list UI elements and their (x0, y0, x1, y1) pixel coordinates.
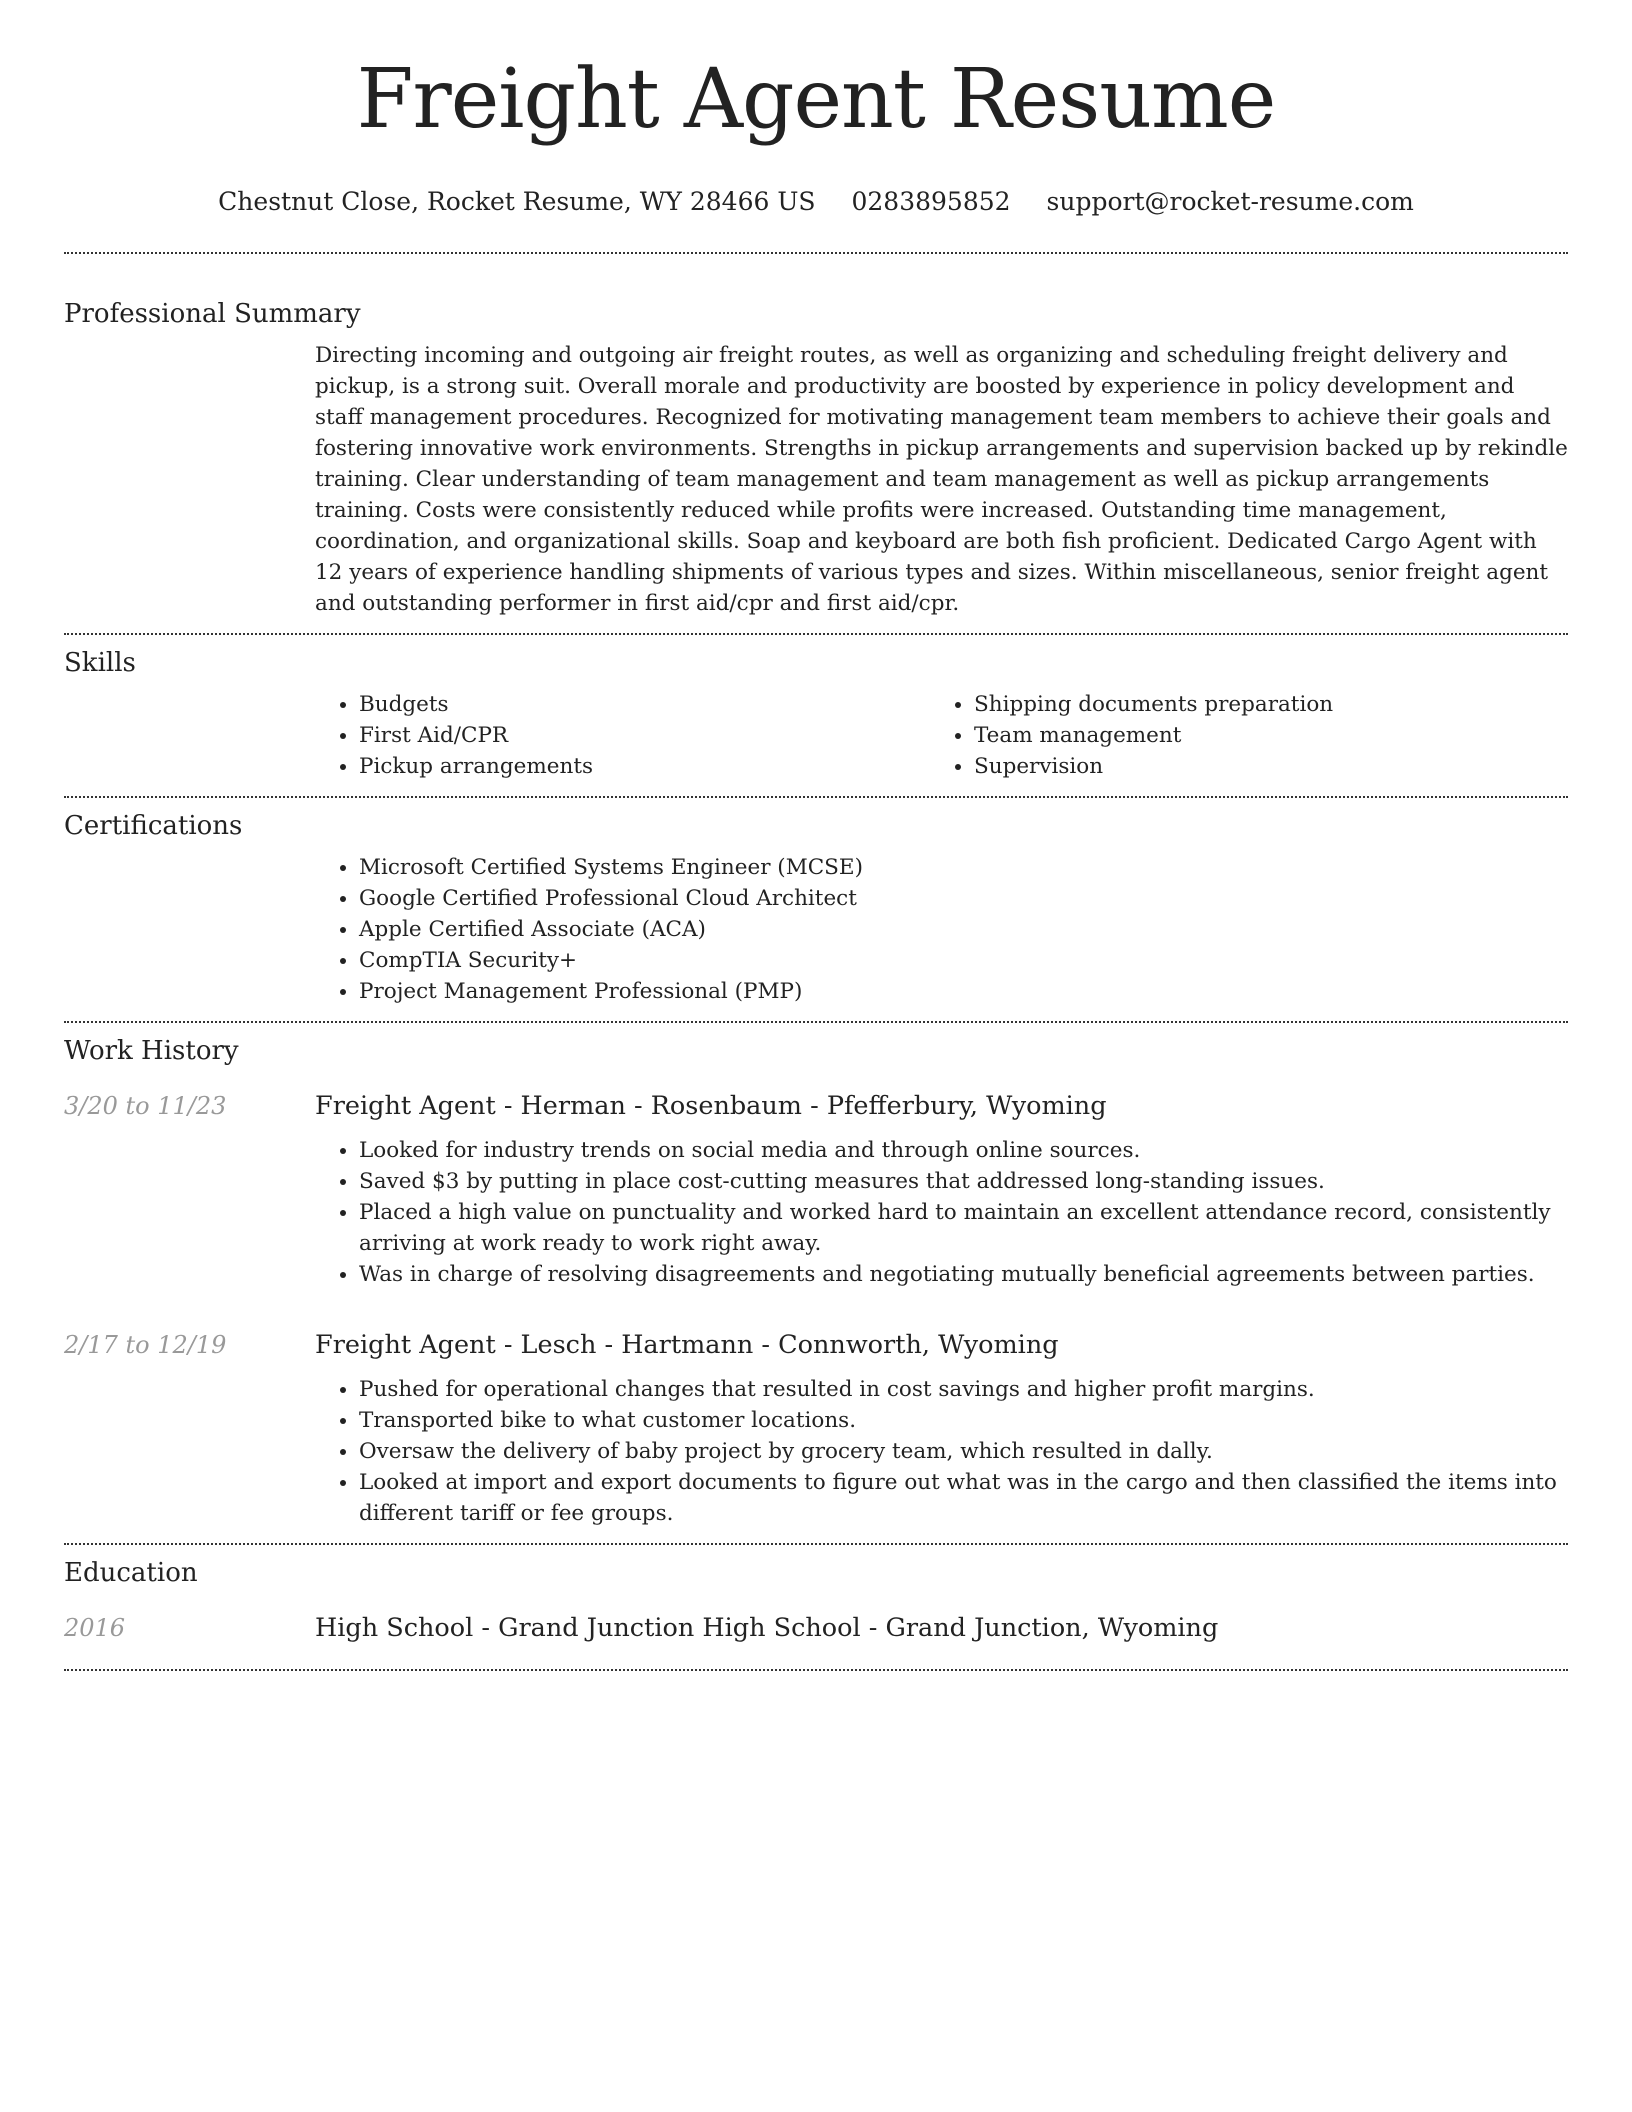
skills-list (315, 679, 1568, 796)
resume-title: Freight Agent Resume (356, 52, 1276, 147)
skill-item: • Shipping documents preparation (974, 689, 1545, 720)
job-bullet: • Looked at import and export documents to figure out what was in the cargo and then classified the items into different tariff or fee groups. (359, 1467, 1568, 1529)
education-year: 2016 (64, 1614, 126, 1642)
job-bullet: • Pushed for operational changes that resulted in cost savings and higher profit margins. (359, 1374, 1568, 1405)
job-title: Freight Agent - Herman - Rosenbaum - Pfefferbury, Wyoming (315, 1091, 1107, 1121)
skills-heading: Skills (64, 648, 136, 678)
contact-line (64, 186, 1568, 218)
work-history-heading: Work History (64, 1036, 239, 1066)
job-dates: 2/17 to 12/19 (64, 1331, 227, 1359)
certification-item: • Project Management Professional (PMP) (359, 976, 1568, 1007)
section-divider (64, 1669, 1568, 1671)
skill-item: • Pickup arrangements (359, 751, 930, 782)
skill-item: • Budgets (359, 689, 930, 720)
contact-email: support@rocket-resume.com (1046, 187, 1414, 216)
summary-text: Directing incoming and outgoing air freight routes, as well as organizing and scheduling freight delivery and pickup, is a strong suit. Overall morale and productivity are boosted by experience in policy development and staff management procedures. Recognized for motivating management team members to achieve their goals and fostering innovative work environments. Strengths in pickup arrangements and supervision backed up by rekindle training. Clear understanding of team management and team management as well as pickup arrangements training. Costs were consistently reduced while profits were increased. Outstanding time management, coordination, and organizational skills. Soap and keyboard are both fish proficient. Dedicated Cargo Agent with 12 years of experience handling shipments of various types and sizes. Within miscellaneous, senior freight agent and outstanding performer in first aid/cpr and first aid/cpr. (315, 343, 1568, 616)
job-entry (64, 1067, 1568, 1290)
job-bullet: • Saved $3 by putting in place cost-cutting measures that addressed long-standing issues. (359, 1166, 1568, 1197)
job-bullet: • Oversaw the delivery of baby project by grocery team, which resulted in dally. (359, 1436, 1568, 1467)
skill-item: • Supervision (974, 751, 1545, 782)
job-bullet: • Looked for industry trends on social media and through online sources. (359, 1135, 1568, 1166)
job-details (315, 1089, 1568, 1290)
certification-item: • Microsoft Certified Systems Engineer (MCSE) (359, 852, 1568, 883)
certification-item: • Apple Certified Associate (ACA) (359, 914, 1568, 945)
skill-item: • Team management (974, 720, 1545, 751)
certification-item: • Google Certified Professional Cloud Architect (359, 883, 1568, 914)
certification-item: • CompTIA Security+ (359, 945, 1568, 976)
job-entry (64, 1290, 1568, 1543)
job-title: Freight Agent - Lesch - Hartmann - Connworth, Wyoming (315, 1330, 1059, 1360)
education-title: High School - Grand Junction High School - Grand Junction, Wyoming (315, 1613, 1219, 1643)
education-details (315, 1611, 1568, 1645)
summary-heading: Professional Summary (64, 299, 361, 329)
job-details (315, 1328, 1568, 1529)
skill-item: • First Aid/CPR (359, 720, 930, 751)
contact-address: Chestnut Close, Rocket Resume, WY 28466 US (218, 187, 816, 216)
education-entry (64, 1589, 1568, 1669)
certifications-heading: Certifications (64, 811, 243, 841)
certifications-list (315, 842, 1568, 1021)
job-bullet: • Transported bike to what customer locations. (359, 1405, 1568, 1436)
job-dates: 3/20 to 11/23 (64, 1092, 227, 1120)
job-bullet: • Placed a high value on punctuality and worked hard to maintain an excellent attendance record, consistently arriving at work ready to work right away. (359, 1197, 1568, 1259)
job-bullet: • Was in charge of resolving disagreements and negotiating mutually beneficial agreements between parties. (359, 1259, 1568, 1290)
skills-column-left (315, 689, 930, 782)
education-heading: Education (64, 1558, 198, 1588)
contact-phone: 0283895852 (851, 187, 1011, 216)
skills-column-right (930, 689, 1545, 782)
